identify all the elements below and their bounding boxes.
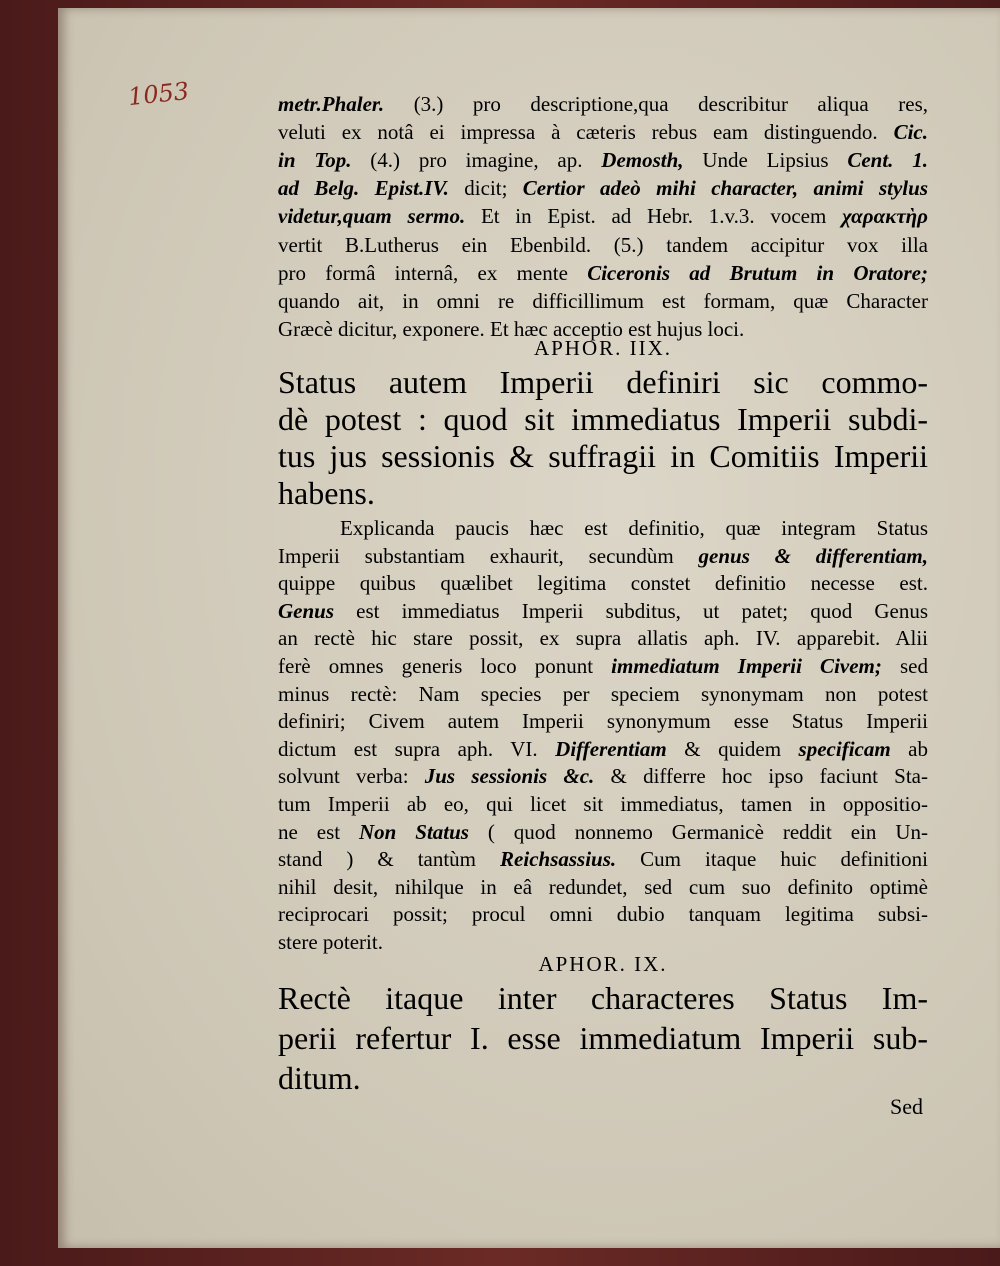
aphorism-line: Status autem Imperii definiri sic commo- xyxy=(278,364,928,400)
roman-text: stand ) & tantùm xyxy=(278,847,501,872)
text-line xyxy=(278,544,928,568)
roman-text: veluti ex notâ ei impressa à cæteris rebus eam distinguendo. xyxy=(278,120,894,145)
roman-text: Unde Lipsius xyxy=(683,148,848,173)
roman-text: ne est xyxy=(278,819,359,844)
italic-text: Cic. xyxy=(893,120,928,145)
roman-text: solvunt verba: xyxy=(278,764,425,789)
roman-text: sed xyxy=(881,654,928,678)
roman-text: est immediatus Imperii subditus, ut patet; quod Genus xyxy=(334,598,928,623)
italic-text: Ciceronis ad Brutum in Oratore; xyxy=(587,260,928,285)
text-line xyxy=(278,654,928,678)
italic-text: in Top. xyxy=(278,148,352,173)
text-line xyxy=(278,120,928,144)
roman-text: stere poterit. xyxy=(278,930,383,954)
italic-text: Reichsassius. xyxy=(500,847,617,872)
italic-text: χαρακτὴρ xyxy=(842,204,928,229)
text-line xyxy=(278,737,928,761)
italic-text: Certior adeò mihi character, animi stylus xyxy=(522,176,928,201)
roman-text: quippe quibus quælibet legitima constet definitio necesse est. xyxy=(278,571,928,596)
roman-text: Et in Epist. ad Hebr. 1.v.3. vocem xyxy=(465,204,843,229)
roman-text: Imperii substantiam exhaurit, secundùm xyxy=(278,543,699,568)
text-line xyxy=(278,930,928,954)
roman-text: vertit B.Lutherus ein Ebenbild. (5.) tandem accipitur vox illa xyxy=(278,232,928,257)
text-line xyxy=(278,709,928,733)
aphorism-heading-9: APHOR. IX. xyxy=(538,952,668,976)
catchword: Sed xyxy=(890,1094,923,1119)
handwritten-page-number: 1053 xyxy=(126,76,191,112)
roman-text: reciprocari possit; procul omni dubio tanquam legitima subsi- xyxy=(278,902,928,927)
text-line xyxy=(278,204,928,228)
text-line xyxy=(278,626,928,650)
italic-text: Cent. 1. xyxy=(847,148,929,173)
italic-text: specificam xyxy=(798,736,891,761)
text-line xyxy=(340,516,928,540)
aphorism-line: Rectè itaque inter characteres Status Im- xyxy=(278,980,928,1016)
text-line xyxy=(278,176,928,200)
roman-text: ferè omnes generis loco ponunt xyxy=(278,654,612,678)
roman-text: & differre hoc ipso faciunt Sta- xyxy=(594,764,928,789)
italic-text: Differentiam xyxy=(555,736,667,761)
text-line xyxy=(278,92,928,116)
roman-text: quando ait, in omni re difficillimum est formam, quæ Character xyxy=(278,288,928,313)
roman-text: nihil desit, nihilque in eâ redundet, sed cum suo definito optimè xyxy=(278,874,928,899)
text-line xyxy=(278,599,928,623)
aphorism-line: perii refertur I. esse immediatum Imperii sub- xyxy=(278,1020,928,1056)
text-line xyxy=(278,875,928,899)
aphorism-line: tus jus sessionis & suffragii in Comitiis Imperii xyxy=(278,438,928,474)
roman-text: (3.) pro descriptione,qua describitur aliqua res, xyxy=(384,92,928,116)
italic-text: Jus sessionis &c. xyxy=(424,764,595,789)
roman-text: ab xyxy=(890,736,928,761)
roman-text: Cum itaque huic definitioni xyxy=(616,847,928,872)
roman-text: dicit; xyxy=(448,176,523,201)
roman-text: definiri; Civem autem Imperii synonymum esse Status Imperii xyxy=(278,709,928,734)
roman-text: Explicanda paucis hæc est definitio, quæ integram Status xyxy=(340,516,928,540)
roman-text: (4.) pro imagine, ap. xyxy=(351,148,602,173)
text-line xyxy=(278,847,928,871)
text-line xyxy=(278,261,928,285)
italic-text: Genus xyxy=(278,598,335,623)
roman-text: dictum est supra aph. VI. xyxy=(278,736,556,761)
italic-text: videtur,quam sermo. xyxy=(278,204,466,229)
text-line xyxy=(278,148,928,172)
italic-text: metr.Phaler. xyxy=(278,92,385,116)
roman-text: minus rectè: Nam species per speciem synonymam non potest xyxy=(278,681,928,706)
italic-text: immediatum Imperii Civem; xyxy=(611,654,882,678)
roman-text: pro formâ internâ, ex mente xyxy=(278,260,588,285)
text-line xyxy=(278,820,928,844)
aphorism-line: dè potest : quod sit immediatus Imperii subdi- xyxy=(278,401,928,437)
roman-text: Græcè dicitur, exponere. Et hæc acceptio est hujus loci. xyxy=(278,316,745,341)
text-line xyxy=(278,792,928,816)
text-line xyxy=(278,233,928,257)
text-line xyxy=(278,902,928,926)
italic-text: Non Status xyxy=(359,819,469,844)
italic-text: ad Belg. Epist.IV. xyxy=(278,176,449,201)
aphorism-line: habens. xyxy=(278,475,375,511)
italic-text: genus & differentiam, xyxy=(698,543,928,568)
text-line xyxy=(278,571,928,595)
roman-text: ( quod nonnemo Germanicè reddit ein Un- xyxy=(468,819,928,844)
roman-text: & quidem xyxy=(666,736,799,761)
text-line xyxy=(278,289,928,313)
aphorism-line: ditum. xyxy=(278,1060,361,1096)
roman-text: tum Imperii ab eo, qui licet sit immediatus, tamen in oppositio- xyxy=(278,792,928,816)
text-line xyxy=(278,764,928,788)
italic-text: Demosth, xyxy=(601,148,684,173)
text-line xyxy=(278,682,928,706)
aphorism-heading-8: APHOR. IIX. xyxy=(533,336,673,360)
roman-text: an rectè hic stare possit, ex supra allatis aph. IV. apparebit. Alii xyxy=(278,626,928,651)
